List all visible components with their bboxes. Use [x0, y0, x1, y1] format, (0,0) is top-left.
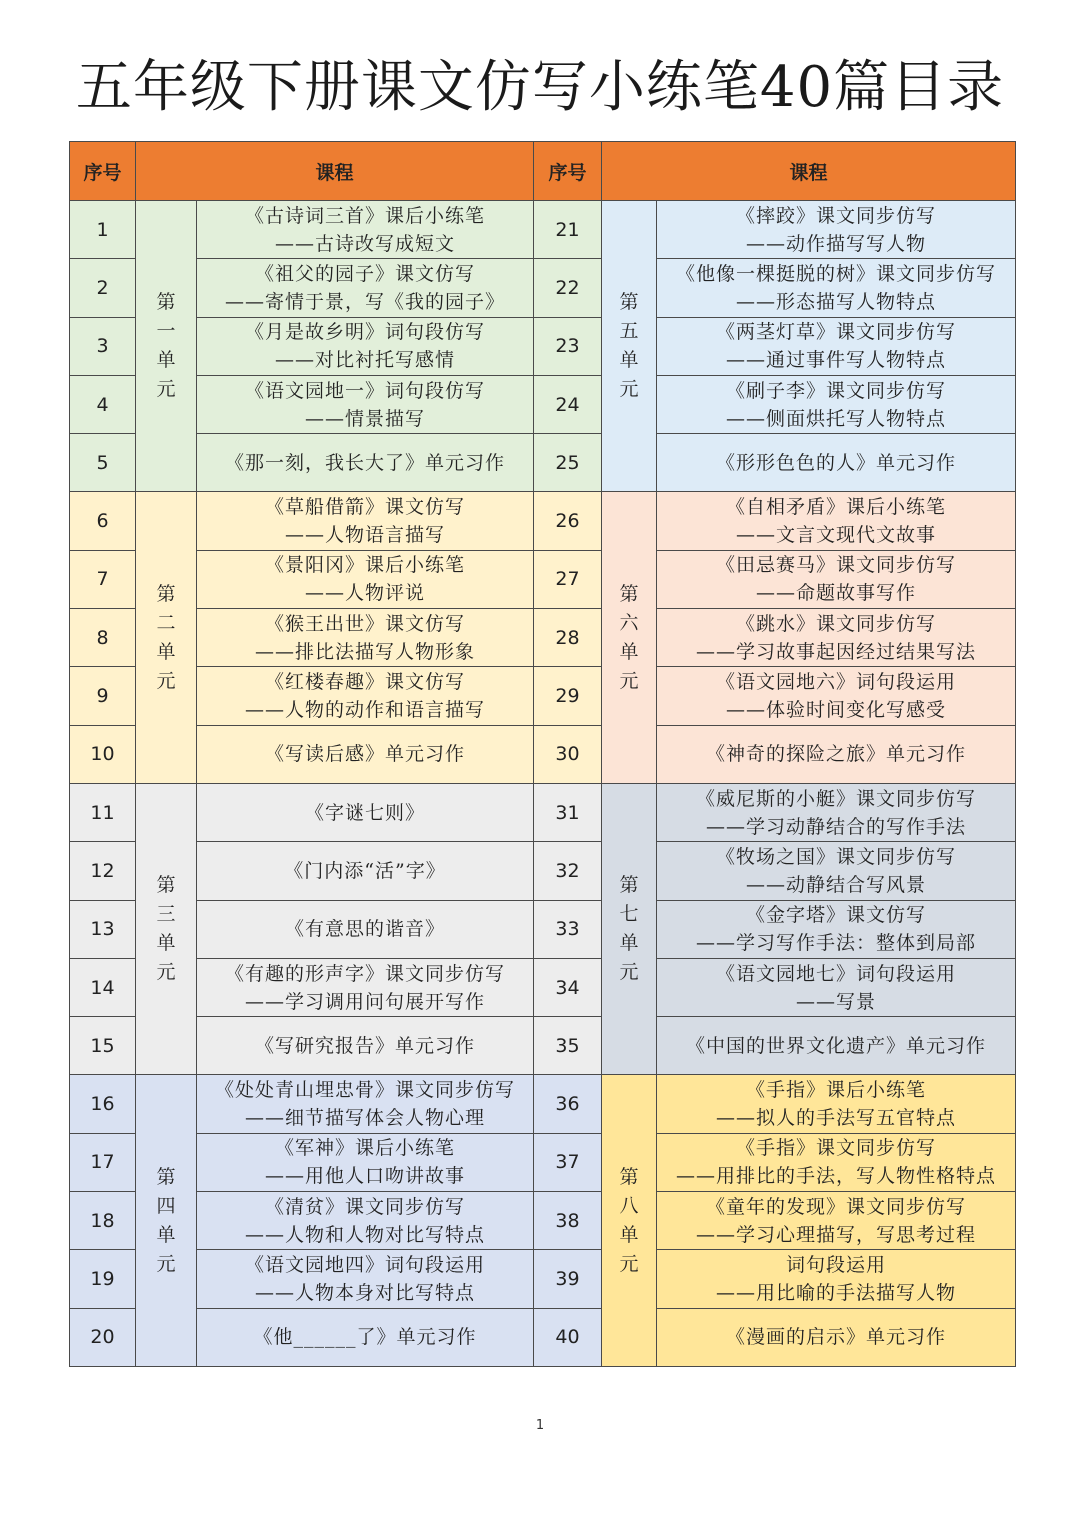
- table-row: [70, 783, 1016, 841]
- course-cell-left: [197, 259, 534, 317]
- table-row: [70, 958, 1016, 1016]
- course-title: 《威尼斯的小艇》课文同步仿写: [696, 787, 977, 810]
- course-subtitle: ——学习动静结合的写作手法: [706, 815, 967, 838]
- course-cell-left: [197, 317, 534, 375]
- course-title: 《古诗词三首》课后小练笔: [245, 204, 486, 227]
- course-subtitle: ——动静结合写风景: [746, 873, 927, 896]
- course-title: 《跳水》课文同步仿写: [736, 612, 937, 635]
- unit-label-left: [136, 1075, 197, 1366]
- row-number-right: 29: [534, 667, 602, 725]
- course-title: 《写研究报告》单元习作: [255, 1034, 476, 1057]
- unit-text: 第七单元: [619, 874, 639, 984]
- course-subtitle: ——通过事件写人物特点: [726, 349, 947, 372]
- course-cell-right: [657, 550, 1016, 608]
- course-title: 《自相矛盾》课后小练笔: [726, 496, 947, 519]
- course-title: 《语文园地四》词句段运用: [245, 1253, 486, 1276]
- course-subtitle: ——排比法描写人物形象: [255, 640, 476, 663]
- row-number-left: 19: [70, 1250, 136, 1308]
- unit-text: 第一单元: [156, 291, 176, 401]
- table-row: [70, 1308, 1016, 1366]
- unit-text: 第四单元: [156, 1165, 176, 1275]
- row-number-right: 23: [534, 317, 602, 375]
- course-title: 《漫画的启示》单元习作: [726, 1326, 947, 1349]
- course-title: 《猴王出世》课文仿写: [265, 612, 466, 635]
- unit-text: 第三单元: [156, 874, 176, 984]
- course-subtitle: ——写景: [796, 990, 877, 1013]
- course-subtitle: ——人物的动作和语言描写: [245, 699, 486, 722]
- course-cell-right: [657, 317, 1016, 375]
- course-subtitle: ——学习心理描写，写思考过程: [696, 1223, 977, 1246]
- course-subtitle: ——侧面烘托写人物特点: [726, 407, 947, 430]
- course-subtitle: ——细节描写体会人物心理: [245, 1107, 486, 1130]
- unit-text: 第五单元: [619, 291, 639, 401]
- course-cell-left: [197, 783, 534, 841]
- row-number-right: 22: [534, 259, 602, 317]
- unit-label-right: [602, 783, 657, 1074]
- row-number-right: 35: [534, 1017, 602, 1075]
- course-subtitle: ——用排比的手法，写人物性格特点: [676, 1165, 997, 1188]
- course-subtitle: ——人物语言描写: [285, 524, 446, 547]
- table-row: [70, 667, 1016, 725]
- row-number-left: 9: [70, 667, 136, 725]
- course-cell-right: [657, 375, 1016, 433]
- course-subtitle: ——用比喻的手法描写人物: [716, 1281, 957, 1304]
- course-cell-left: [197, 375, 534, 433]
- course-cell-left: [197, 201, 534, 259]
- course-cell-right: [657, 1017, 1016, 1075]
- course-subtitle: ——拟人的手法写五官特点: [716, 1107, 957, 1130]
- course-title: 《语文园地六》词句段运用: [716, 671, 957, 694]
- course-title: 《童年的发现》课文同步仿写: [706, 1195, 967, 1218]
- row-number-left: 4: [70, 375, 136, 433]
- row-number-right: 37: [534, 1133, 602, 1191]
- unit-label-left: [136, 492, 197, 783]
- course-cell-right: [657, 492, 1016, 550]
- course-cell-left: [197, 1192, 534, 1250]
- course-title: 《写读后感》单元习作: [265, 743, 466, 766]
- table-row: [70, 1075, 1016, 1133]
- table-row: [70, 1192, 1016, 1250]
- course-cell-left: [197, 1075, 534, 1133]
- course-cell-left: [197, 434, 534, 492]
- course-title: 《他像一棵挺脱的树》课文同步仿写: [676, 262, 997, 285]
- row-number-right: 21: [534, 201, 602, 259]
- course-subtitle: ——学习写作手法：整体到局部: [696, 932, 977, 955]
- row-number-left: 7: [70, 550, 136, 608]
- course-subtitle: ——学习故事起因经过结果写法: [696, 640, 977, 663]
- row-number-left: 10: [70, 725, 136, 783]
- row-number-right: 39: [534, 1250, 602, 1308]
- row-number-left: 1: [70, 201, 136, 259]
- row-number-left: 17: [70, 1133, 136, 1191]
- course-cell-right: [657, 958, 1016, 1016]
- course-title: 《两茎灯草》课文同步仿写: [716, 321, 957, 344]
- course-cell-left: [197, 1250, 534, 1308]
- course-title: 《红楼春趣》课文仿写: [265, 671, 466, 694]
- row-number-right: 27: [534, 550, 602, 608]
- table-row: [70, 1017, 1016, 1075]
- page-number: 1: [535, 1418, 545, 1433]
- course-cell-right: [657, 1308, 1016, 1366]
- course-cell-left: [197, 958, 534, 1016]
- course-title: 《田忌赛马》课文同步仿写: [716, 554, 957, 577]
- course-cell-left: [197, 667, 534, 725]
- row-number-left: 2: [70, 259, 136, 317]
- course-subtitle: ——学习调用问句展开写作: [245, 990, 486, 1013]
- course-cell-left: [197, 550, 534, 608]
- row-number-right: 28: [534, 609, 602, 667]
- row-number-right: 26: [534, 492, 602, 550]
- table-row: [70, 725, 1016, 783]
- course-cell-right: [657, 609, 1016, 667]
- course-subtitle: ——人物和人物对比写特点: [245, 1223, 486, 1246]
- course-title: 《形形色色的人》单元习作: [716, 451, 957, 474]
- course-subtitle: ——情景描写: [305, 407, 426, 430]
- table-row: [70, 434, 1016, 492]
- course-cell-left: [197, 842, 534, 900]
- course-cell-right: [657, 783, 1016, 841]
- header-num-left: 序号: [70, 142, 136, 201]
- row-number-left: 13: [70, 900, 136, 958]
- table-row: [70, 375, 1016, 433]
- unit-label-left: [136, 201, 197, 492]
- row-number-left: 8: [70, 609, 136, 667]
- course-title: 《语文园地一》词句段仿写: [245, 379, 486, 402]
- header-course-right: 课程: [602, 142, 1016, 201]
- row-number-left: 5: [70, 434, 136, 492]
- toc-table: [69, 141, 1016, 1367]
- course-title: 《景阳冈》课后小练笔: [265, 554, 466, 577]
- unit-text: 第八单元: [619, 1165, 639, 1275]
- course-cell-right: [657, 1075, 1016, 1133]
- course-cell-right: [657, 434, 1016, 492]
- unit-label-right: [602, 492, 657, 783]
- course-cell-left: [197, 1308, 534, 1366]
- table-row: [70, 550, 1016, 608]
- course-title: 《中国的世界文化遗产》单元习作: [686, 1034, 987, 1057]
- course-subtitle: ——人物本身对比写特点: [255, 1281, 476, 1304]
- course-subtitle: ——动作描写写人物: [746, 232, 927, 255]
- unit-label-right: [602, 201, 657, 492]
- course-title: 《军神》课后小练笔: [275, 1137, 456, 1160]
- course-subtitle: ——形态描写人物特点: [736, 290, 937, 313]
- course-subtitle: ——文言文现代文故事: [736, 524, 937, 547]
- table-row: [70, 259, 1016, 317]
- course-cell-right: [657, 1250, 1016, 1308]
- unit-label-left: [136, 783, 197, 1074]
- row-number-left: 14: [70, 958, 136, 1016]
- course-title: 《字谜七则》: [305, 801, 426, 824]
- course-title: 《那一刻，我长大了》单元习作: [225, 451, 506, 474]
- course-title: 《月是故乡明》词句段仿写: [245, 321, 486, 344]
- course-cell-left: [197, 609, 534, 667]
- course-cell-right: [657, 900, 1016, 958]
- table-row: [70, 201, 1016, 259]
- table-row: [70, 842, 1016, 900]
- row-number-left: 11: [70, 783, 136, 841]
- course-title: 《草船借箭》课文仿写: [265, 496, 466, 519]
- course-title: 《手指》课文同步仿写: [736, 1137, 937, 1160]
- course-title: 词句段运用: [786, 1253, 887, 1276]
- course-title: 《牧场之国》课文同步仿写: [716, 845, 957, 868]
- course-cell-right: [657, 259, 1016, 317]
- course-title: 《语文园地七》词句段运用: [716, 962, 957, 985]
- table-row: [70, 1250, 1016, 1308]
- course-title: 《他______了》单元习作: [253, 1326, 477, 1349]
- row-number-left: 15: [70, 1017, 136, 1075]
- course-cell-left: [197, 492, 534, 550]
- course-title: 《有趣的形声字》课文同步仿写: [225, 962, 506, 985]
- course-cell-right: [657, 201, 1016, 259]
- table-row: [70, 1133, 1016, 1191]
- course-subtitle: ——古诗改写成短文: [275, 232, 456, 255]
- row-number-right: 31: [534, 783, 602, 841]
- row-number-left: 16: [70, 1075, 136, 1133]
- course-cell-right: [657, 1192, 1016, 1250]
- unit-text: 第二单元: [156, 582, 176, 692]
- table-row: [70, 900, 1016, 958]
- table-row: [70, 317, 1016, 375]
- row-number-right: 24: [534, 375, 602, 433]
- row-number-right: 38: [534, 1192, 602, 1250]
- course-title: 《门内添“活”字》: [284, 859, 446, 882]
- header-num-right: 序号: [534, 142, 602, 201]
- table-row: [70, 492, 1016, 550]
- course-subtitle: ——体验时间变化写感受: [726, 699, 947, 722]
- row-number-left: 3: [70, 317, 136, 375]
- row-number-left: 12: [70, 842, 136, 900]
- course-title: 《摔跤》课文同步仿写: [736, 204, 937, 227]
- course-subtitle: ——用他人口吻讲故事: [265, 1165, 466, 1188]
- course-cell-right: [657, 842, 1016, 900]
- table-row: [70, 609, 1016, 667]
- row-number-left: 20: [70, 1308, 136, 1366]
- page-title: 五年级下册课文仿写小练笔40篇目录: [75, 55, 1005, 120]
- course-cell-right: [657, 667, 1016, 725]
- row-number-right: 40: [534, 1308, 602, 1366]
- header-row: [70, 142, 1016, 201]
- course-cell-left: [197, 1017, 534, 1075]
- row-number-left: 18: [70, 1192, 136, 1250]
- course-cell-left: [197, 900, 534, 958]
- row-number-right: 25: [534, 434, 602, 492]
- course-cell-right: [657, 1133, 1016, 1191]
- course-title: 《祖父的园子》课文仿写: [255, 262, 476, 285]
- course-title: 《金字塔》课文仿写: [746, 904, 927, 927]
- course-title: 《清贫》课文同步仿写: [265, 1195, 466, 1218]
- row-number-right: 36: [534, 1075, 602, 1133]
- header-course-left: 课程: [136, 142, 534, 201]
- course-title: 《刷子李》课文同步仿写: [726, 379, 947, 402]
- course-title: 《处处青山埋忠骨》课文同步仿写: [215, 1079, 516, 1102]
- course-title: 《有意思的谐音》: [285, 918, 446, 941]
- course-subtitle: ——人物评说: [305, 582, 426, 605]
- course-cell-right: [657, 725, 1016, 783]
- row-number-right: 32: [534, 842, 602, 900]
- course-cell-left: [197, 725, 534, 783]
- course-subtitle: ——寄情于景，写《我的园子》: [225, 290, 506, 313]
- unit-text: 第六单元: [619, 582, 639, 692]
- course-title: 《神奇的探险之旅》单元习作: [706, 743, 967, 766]
- row-number-left: 6: [70, 492, 136, 550]
- unit-label-right: [602, 1075, 657, 1366]
- row-number-right: 33: [534, 900, 602, 958]
- row-number-right: 34: [534, 958, 602, 1016]
- row-number-right: 30: [534, 725, 602, 783]
- course-cell-left: [197, 1133, 534, 1191]
- course-title: 《手指》课后小练笔: [746, 1079, 927, 1102]
- course-subtitle: ——命题故事写作: [756, 582, 917, 605]
- course-subtitle: ——对比衬托写感情: [275, 349, 456, 372]
